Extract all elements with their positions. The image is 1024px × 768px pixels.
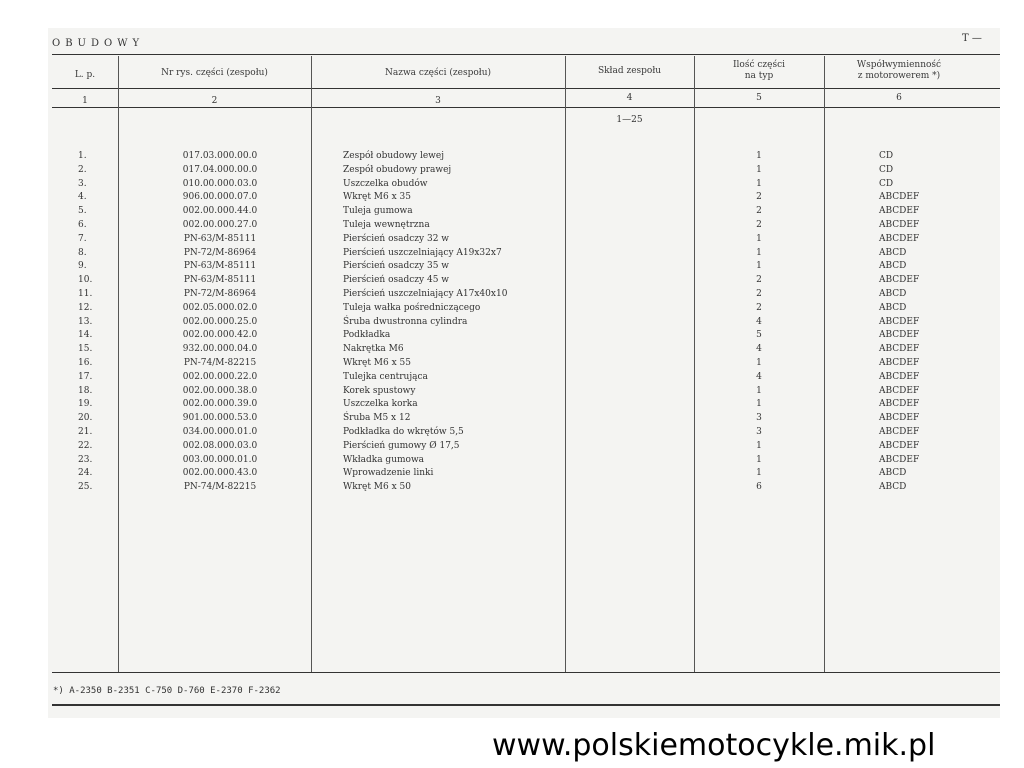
- part-number: 017.03.000.00.0: [182, 151, 258, 161]
- table-row: [0, 316, 1024, 329]
- row-number: 19.: [78, 399, 93, 410]
- row-number: 23.: [78, 454, 93, 465]
- compatibility: ABCDEF: [879, 427, 920, 437]
- compatibility: CD: [879, 151, 894, 161]
- part-name: Pierścień osadczy 45 w: [343, 275, 449, 286]
- compatibility: ABCDEF: [879, 413, 920, 424]
- compatibility: ABCDEF: [879, 220, 920, 230]
- part-number: 002.00.000.39.0: [182, 399, 258, 410]
- part-number: 002.00.000.38.0: [182, 385, 258, 396]
- row-number: 22.: [78, 440, 93, 451]
- part-number: 017.04.000.00.0: [182, 164, 258, 175]
- part-name: Uszczelka obudów: [343, 178, 428, 189]
- part-number: 002.08.000.03.0: [182, 440, 258, 451]
- compatibility: ABCDEF: [879, 399, 920, 410]
- table-row: [0, 454, 1024, 467]
- row-number: 9.: [78, 261, 87, 272]
- header-assembly: Skład zespołu: [597, 66, 662, 76]
- quantity: 2: [756, 275, 762, 286]
- quantity: 4: [756, 371, 762, 382]
- compatibility: ABCD: [879, 302, 907, 313]
- table-row: [0, 371, 1024, 384]
- header-compat-line2: z motorowerem *): [857, 71, 941, 81]
- compatibility: ABCDEF: [879, 192, 920, 203]
- compatibility: ABCD: [879, 247, 907, 258]
- row-number: 7.: [78, 233, 87, 244]
- compatibility: ABCDEF: [879, 330, 920, 341]
- table-row: [0, 302, 1024, 315]
- row-number: 2.: [78, 164, 87, 175]
- part-number: 002.00.000.25.0: [182, 316, 258, 327]
- part-name: Podkładka do wkrętów 5,5: [343, 427, 464, 437]
- row-number: 10.: [78, 275, 93, 286]
- row-number: 24.: [78, 468, 93, 479]
- row-number: 25.: [78, 482, 93, 493]
- compatibility: ABCDEF: [879, 275, 920, 286]
- part-number: 901.00.000.53.0: [182, 413, 258, 424]
- table-row: [0, 274, 1024, 287]
- compatibility: ABCDEF: [879, 233, 920, 244]
- part-name: Pierścień osadczy 32 w: [343, 233, 449, 244]
- compatibility: ABCD: [879, 482, 907, 493]
- part-name: Wkładka gumowa: [343, 454, 425, 465]
- part-name: Zespół obudowy prawej: [343, 164, 452, 175]
- quantity: 1: [756, 233, 762, 244]
- part-number: PN-72/M-86964: [183, 289, 257, 299]
- part-name: Zespół obudowy lewej: [343, 151, 444, 161]
- table-row: [0, 288, 1024, 301]
- quantity: 2: [756, 192, 762, 203]
- table-row: [0, 260, 1024, 273]
- part-number: PN-74/M-82215: [183, 358, 257, 368]
- column-number-5: 5: [756, 93, 762, 103]
- header-part-number: Nr rys. części (zespołu): [161, 68, 268, 78]
- row-number: 14.: [78, 330, 93, 341]
- footnote-rule: [52, 704, 1000, 706]
- part-number: 906.00.000.07.0: [182, 192, 258, 203]
- table-row: [0, 467, 1024, 480]
- assembly-range: 1—25: [616, 115, 643, 125]
- quantity: 2: [756, 206, 762, 217]
- compatibility: ABCDEF: [879, 385, 920, 396]
- column-number-6: 6: [896, 93, 902, 103]
- part-name: Tuleja gumowa: [343, 206, 413, 217]
- table-row: [0, 233, 1024, 246]
- quantity: 1: [756, 468, 762, 479]
- quantity: 1: [756, 178, 762, 189]
- table-row: [0, 426, 1024, 439]
- table-top-rule: [52, 54, 1000, 55]
- column-number-2: 2: [211, 96, 218, 106]
- part-name: Nakrętka M6: [343, 344, 404, 355]
- quantity: 4: [756, 344, 762, 355]
- quantity: 1: [756, 151, 762, 161]
- quantity: 4: [756, 316, 762, 327]
- part-number: 002.00.000.43.0: [182, 468, 258, 479]
- part-name: Korek spustowy: [343, 385, 416, 396]
- part-number: 002.00.000.42.0: [182, 330, 258, 341]
- part-number: PN-74/M-82215: [183, 482, 257, 493]
- part-number: PN-63/M-85111: [183, 275, 257, 286]
- quantity: 1: [756, 385, 762, 396]
- compatibility: ABCDEF: [879, 316, 920, 327]
- part-number: PN-63/M-85111: [183, 233, 257, 244]
- compatibility: ABCD: [879, 289, 907, 299]
- table-row: [0, 357, 1024, 370]
- part-number: 002.05.000.02.0: [182, 302, 258, 313]
- part-name: Tuleja wewnętrzna: [343, 220, 430, 230]
- quantity: 5: [756, 330, 762, 341]
- part-number: 003.00.000.01.0: [182, 454, 258, 465]
- part-name: Śruba dwustronna cylindra: [343, 316, 468, 327]
- quantity: 1: [756, 261, 762, 272]
- row-number: 17.: [78, 371, 93, 382]
- part-name: Pierścień uszczelniający A19x32x7: [343, 247, 502, 258]
- table-row: [0, 412, 1024, 425]
- header-compat-line1: Współwymienność: [856, 60, 942, 70]
- row-number: 12.: [78, 302, 93, 313]
- row-number: 20.: [78, 413, 93, 424]
- quantity: 3: [756, 427, 762, 437]
- table-row: [0, 219, 1024, 232]
- part-name: Wkręt M6 x 50: [343, 482, 412, 493]
- row-number: 3.: [78, 178, 87, 189]
- row-number: 5.: [78, 206, 87, 217]
- header-quantity-line2: na typ: [744, 71, 774, 81]
- part-number: 002.00.000.44.0: [182, 206, 258, 217]
- compatibility: ABCD: [879, 468, 907, 479]
- compatibility: CD: [879, 164, 894, 175]
- compatibility: ABCDEF: [879, 358, 920, 368]
- quantity: 1: [756, 358, 762, 368]
- table-row: [0, 178, 1024, 191]
- compatibility: ABCDEF: [879, 371, 920, 382]
- row-number: 16.: [78, 358, 93, 368]
- quantity: 2: [756, 289, 762, 299]
- row-number: 18.: [78, 385, 93, 396]
- row-number: 13.: [78, 316, 93, 327]
- quantity: 1: [756, 440, 762, 451]
- quantity: 1: [756, 399, 762, 410]
- row-number: 6.: [78, 220, 87, 230]
- table-row: [0, 150, 1024, 163]
- part-name: Wkręt M6 x 55: [343, 358, 412, 368]
- table-row: [0, 329, 1024, 342]
- part-name: Tuleja wałka pośredniczącego: [343, 302, 481, 313]
- part-name: Uszczelka korka: [343, 399, 418, 410]
- compatibility: ABCDEF: [879, 344, 920, 355]
- part-number: 002.00.000.27.0: [182, 220, 258, 230]
- table-bottom-rule: [52, 672, 1000, 673]
- quantity: 3: [756, 413, 762, 424]
- table-row: [0, 164, 1024, 177]
- section-title: OBUDOWY: [52, 38, 145, 49]
- row-number: 8.: [78, 247, 87, 258]
- column-number-4: 4: [626, 93, 633, 103]
- compatibility: ABCDEF: [879, 206, 920, 217]
- part-number: PN-63/M-85111: [183, 261, 257, 272]
- column-number-1: 1: [82, 96, 88, 106]
- quantity: 2: [756, 220, 762, 230]
- row-number: 1.: [78, 151, 87, 161]
- watermark: www.polskiemotocykle.mik.pl: [492, 728, 936, 763]
- row-number: 21.: [78, 427, 93, 437]
- quantity: 2: [756, 302, 762, 313]
- table-row: [0, 343, 1024, 356]
- table-row: [0, 385, 1024, 398]
- part-number: 002.00.000.22.0: [182, 371, 258, 382]
- column-number-rule: [52, 107, 1000, 108]
- table-row: [0, 440, 1024, 453]
- page-marker: T —: [962, 33, 982, 44]
- part-name: Śruba M5 x 12: [343, 413, 411, 424]
- compatibility: ABCD: [879, 261, 907, 272]
- compatibility: ABCDEF: [879, 440, 920, 451]
- part-number: 010.00.000.03.0: [182, 178, 258, 189]
- header-part-name: Nazwa części (zespołu): [384, 68, 492, 78]
- quantity: 1: [756, 247, 762, 258]
- part-name: Podkładka: [343, 330, 391, 341]
- table-row: [0, 481, 1024, 494]
- table-row: [0, 191, 1024, 204]
- compatibility: CD: [879, 178, 894, 189]
- part-name: Wprowadzenie linki: [343, 468, 434, 479]
- footnote: *) A-2350 B-2351 C-750 D-760 E-2370 F-2362: [53, 686, 281, 696]
- part-name: Pierścień osadczy 35 w: [343, 261, 449, 272]
- table-row: [0, 247, 1024, 260]
- part-name: Pierścień gumowy Ø 17,5: [343, 440, 460, 451]
- header-lp: L. p.: [74, 70, 96, 80]
- part-number: 034.00.000.01.0: [182, 427, 258, 437]
- header-quantity-line1: Ilość części: [732, 60, 786, 70]
- quantity: 1: [756, 164, 762, 175]
- compatibility: ABCDEF: [879, 454, 920, 465]
- table-row: [0, 205, 1024, 218]
- part-name: Tulejka centrująca: [343, 371, 428, 382]
- column-number-3: 3: [435, 96, 441, 106]
- table-row: [0, 398, 1024, 411]
- row-number: 11.: [78, 289, 93, 299]
- part-number: PN-72/M-86964: [183, 247, 257, 258]
- quantity: 6: [756, 482, 762, 493]
- part-name: Wkręt M6 x 35: [343, 192, 412, 203]
- part-number: 932.00.000.04.0: [182, 344, 258, 355]
- quantity: 1: [756, 454, 762, 465]
- row-number: 15.: [78, 344, 93, 355]
- row-number: 4.: [78, 192, 87, 203]
- part-name: Pierścień uszczelniający A17x40x10: [343, 289, 508, 299]
- header-bottom-rule: [52, 88, 1000, 89]
